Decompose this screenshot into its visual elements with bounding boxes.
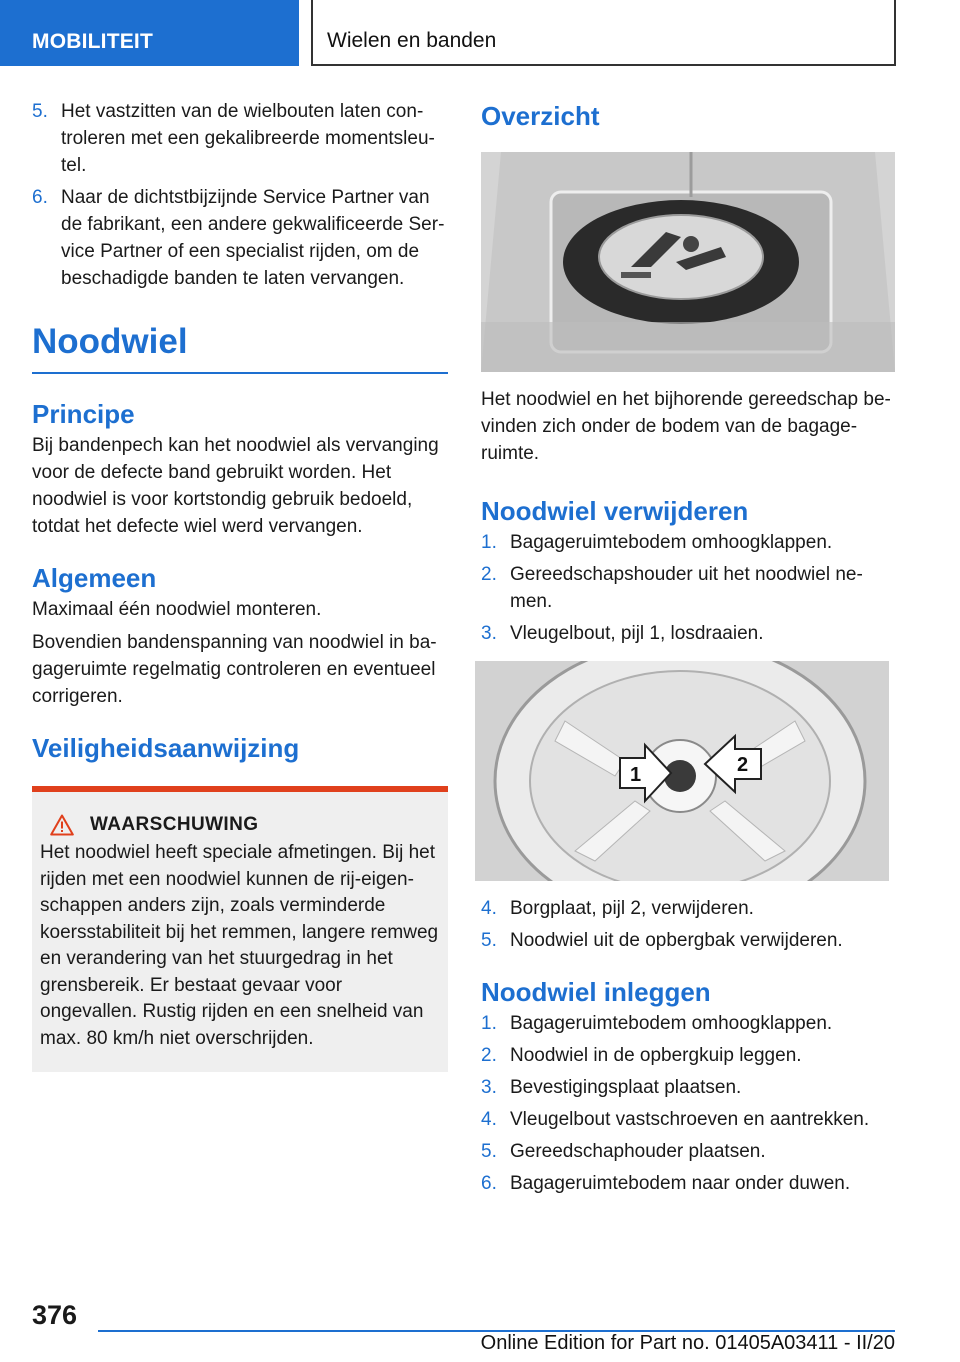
- warning-text: Het noodwiel heeft speciale afmetingen. Bij het rijden met een noodwiel kunnen de rij-eigenschappen anders zijn, zoals verminderde koersstabiliteit bij het remmen, langere remweg en verandering van het stuurgedrag in het grensbereik. Er bestaat gevaar voor ongevallen. Rustig rijden en een snelheid van max. 80 km/h niet overschrijden.: [40, 842, 439, 1049]
- list-text: Bagageruimtebodem naar onder duwen.: [510, 1173, 851, 1194]
- list-text: Noodwiel in de opbergkuip leggen.: [510, 1045, 802, 1066]
- algemeen-text-2: Bovendien bandenspanning van noodwiel in bagageruimte regelmatig controleren en eventueel corrigeren.: [32, 632, 437, 707]
- arrow-label-2: 2: [737, 754, 749, 776]
- arrow-label-1: 1: [630, 764, 642, 786]
- verwijderen-steps-a: [481, 529, 895, 647]
- list-item: [32, 98, 448, 179]
- list-number: 4.: [481, 898, 497, 919]
- list-number: 2.: [481, 564, 497, 585]
- inleggen-heading: Noodwiel inleggen: [481, 977, 711, 1007]
- list-text: Bagageruimtebodem omhoogklappen.: [510, 532, 833, 553]
- wing-bolt-illustration: [475, 661, 889, 881]
- right-column: [481, 98, 895, 1202]
- overzicht-heading: Overzicht: [481, 101, 600, 131]
- intro-list: [32, 98, 448, 292]
- list-number: 4.: [481, 1109, 497, 1130]
- list-number: 3.: [481, 623, 497, 644]
- list-number: 5.: [481, 930, 497, 951]
- list-number: 2.: [481, 1045, 497, 1066]
- list-item: [32, 184, 448, 292]
- list-item: [481, 895, 895, 922]
- list-item: [481, 529, 895, 556]
- warning-box: [32, 786, 448, 1072]
- verwijderen-heading: Noodwiel verwijderen: [481, 496, 749, 526]
- list-text: Bagageruimtebodem omhoogklappen.: [510, 1013, 833, 1034]
- left-column: [32, 98, 448, 1072]
- principe-text: Bij bandenpech kan het noodwiel als vervanging voor de defecte band gebruikt worden. Het noodwiel is voor kortstondig gebruik bedoeld, totdat het defecte wiel werd vervangen.: [32, 435, 439, 537]
- section-tab: [0, 0, 299, 66]
- trunk-illustration-icon: [481, 152, 895, 372]
- wheel-bolt-illustration-icon: [475, 661, 889, 881]
- list-text: Het vastzitten van de wielbouten laten controleren met een gekalibreerde momentsleutel.: [61, 101, 435, 176]
- list-item: [481, 1170, 895, 1197]
- list-item: [481, 927, 895, 954]
- list-text: Gereedschaphouder plaatsen.: [510, 1141, 766, 1162]
- page-title: Noodwiel: [32, 322, 448, 374]
- list-number: 3.: [481, 1077, 497, 1098]
- list-text: Borgplaat, pijl 2, verwijderen.: [510, 898, 754, 919]
- list-text: Vleugelbout vastschroeven en aantrekken.: [510, 1109, 870, 1130]
- principe-heading: Principe: [32, 399, 135, 429]
- list-text: Naar de dichtstbijzijnde Service Partner van de fabrikant, een andere gekwalificeerde Service Partner of een specialist rijden, om de beschadigde banden te laten vervangen.: [61, 187, 445, 289]
- warning-title: WAARSCHUWING: [90, 814, 259, 835]
- overzicht-caption: Het noodwiel en het bijhorende gereedschap bevinden zich onder de bodem van de bagageruimte.: [481, 389, 891, 464]
- list-item: [481, 1138, 895, 1165]
- list-number: 1.: [481, 532, 497, 553]
- list-item: [481, 1010, 895, 1037]
- list-item: [481, 1042, 895, 1069]
- list-number: 6.: [32, 187, 48, 208]
- edition-text: Online Edition for Part no. 01405A03411 - II/20: [480, 1332, 895, 1354]
- list-text: Gereedschapshouder uit het noodwiel nemen.: [510, 564, 863, 612]
- trunk-spare-wheel-illustration: [481, 152, 895, 372]
- list-text: Bevestigingsplaat plaatsen.: [510, 1077, 742, 1098]
- list-number: 1.: [481, 1013, 497, 1034]
- veiligheid-heading: Veiligheidsaanwijzing: [32, 733, 300, 763]
- list-text: Vleugelbout, pijl 1, losdraaien.: [510, 623, 764, 644]
- list-item: [481, 1074, 895, 1101]
- verwijderen-steps-b: [481, 895, 895, 954]
- warning-header: [40, 814, 440, 836]
- page-number: 376: [32, 1300, 78, 1330]
- algemeen-heading: Algemeen: [32, 563, 157, 593]
- algemeen-text-1: Maximaal één noodwiel monteren.: [32, 599, 322, 620]
- list-item: [481, 620, 895, 647]
- chapter-tab: [311, 0, 896, 66]
- list-number: 6.: [481, 1173, 497, 1194]
- inleggen-steps: [481, 1010, 895, 1197]
- section-title: MOBILITEIT: [32, 30, 153, 53]
- list-number: 5.: [481, 1141, 497, 1162]
- list-item: [481, 1106, 895, 1133]
- warning-triangle-icon: [50, 814, 74, 836]
- chapter-title: Wielen en banden: [327, 29, 497, 52]
- list-number: 5.: [32, 101, 48, 122]
- list-item: [481, 561, 895, 615]
- list-text: Noodwiel uit de opbergbak verwijderen.: [510, 930, 843, 951]
